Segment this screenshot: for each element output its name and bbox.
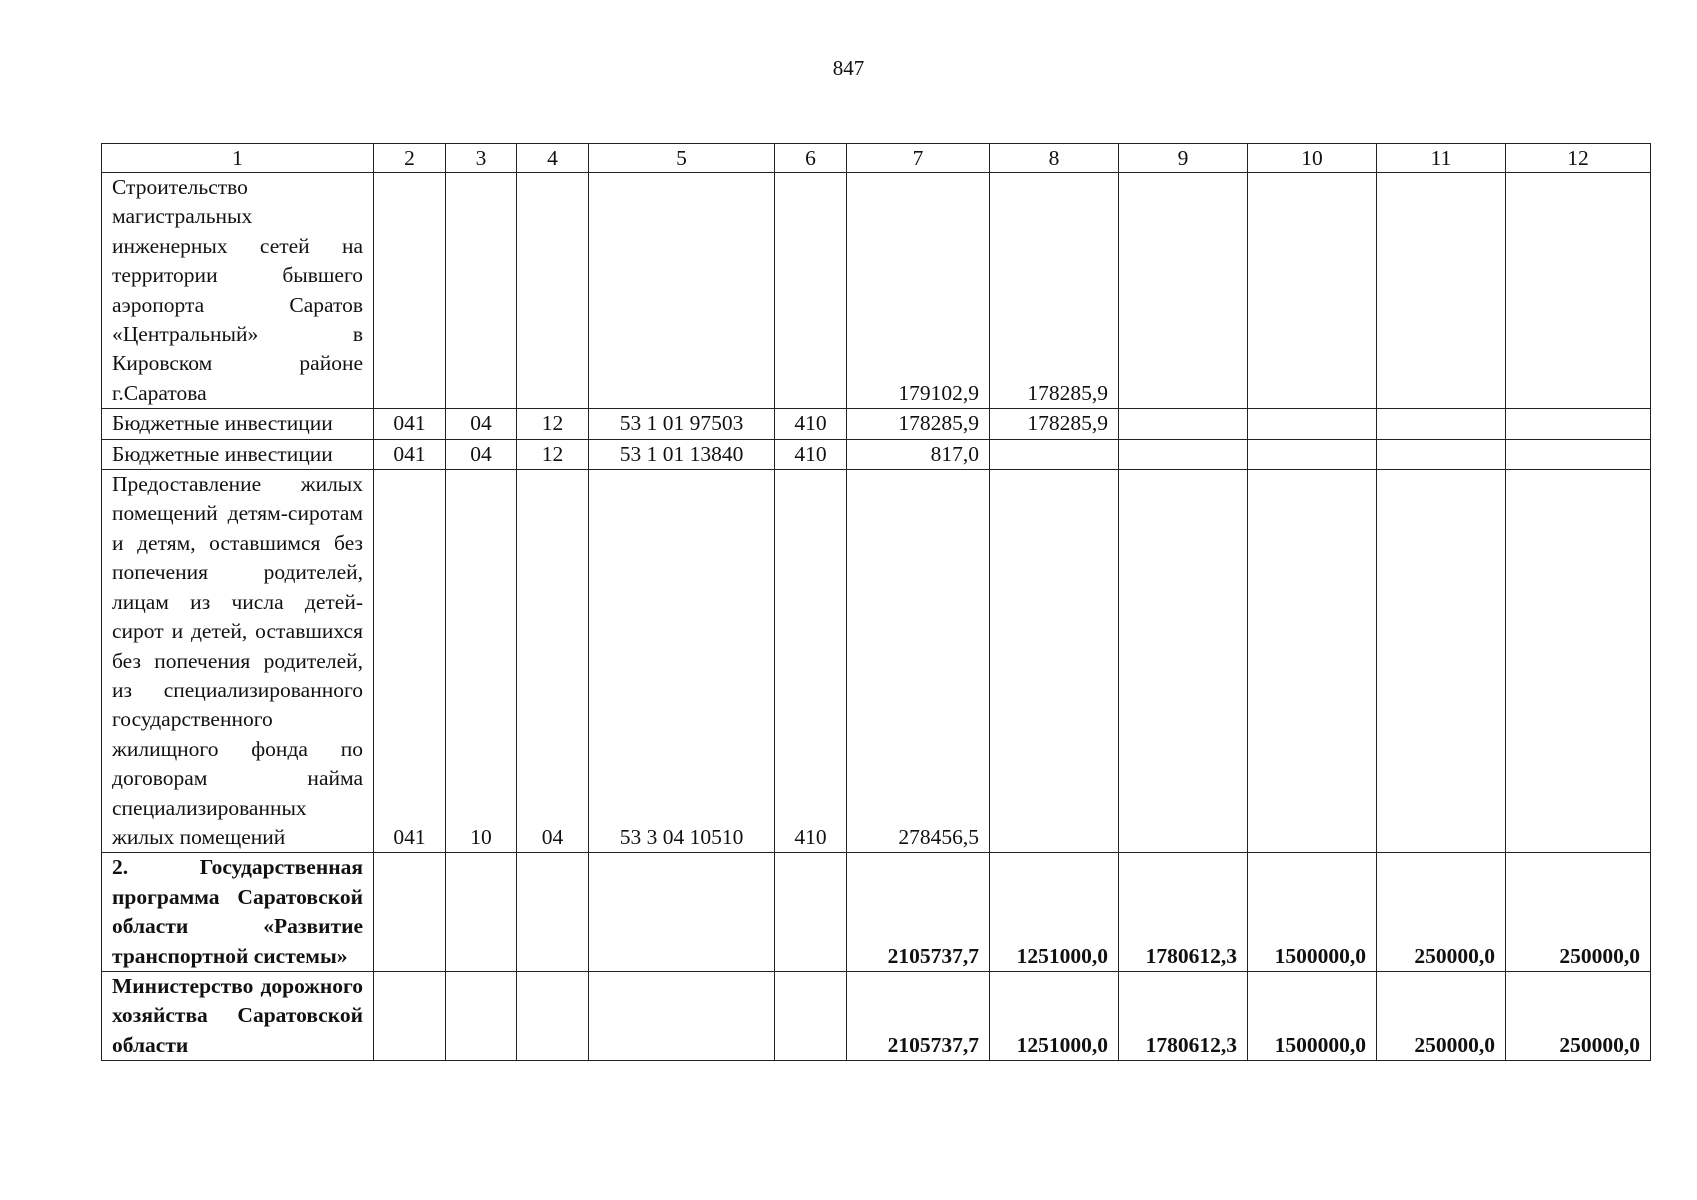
cell-value bbox=[1248, 409, 1377, 439]
column-header: 3 bbox=[446, 144, 517, 173]
cell-value bbox=[1506, 173, 1651, 409]
table-row bbox=[102, 470, 1651, 853]
row-name: Бюджетные инвестиции bbox=[102, 439, 374, 469]
header-row bbox=[102, 144, 1651, 173]
cell-value: 278456,5 bbox=[847, 470, 990, 853]
cell-value: 250000,0 bbox=[1506, 971, 1651, 1060]
page-number: 847 bbox=[832, 56, 865, 80]
cell-value bbox=[1377, 409, 1506, 439]
cell-value: 250000,0 bbox=[1377, 853, 1506, 972]
cell-expense-type: 410 bbox=[775, 470, 847, 853]
column-header: 6 bbox=[775, 144, 847, 173]
cell-value bbox=[1248, 173, 1377, 409]
cell-value bbox=[990, 470, 1119, 853]
cell-value bbox=[1119, 439, 1248, 469]
column-header: 1 bbox=[102, 144, 374, 173]
cell-section bbox=[446, 853, 517, 972]
cell-value: 250000,0 bbox=[1506, 853, 1651, 972]
cell-ministry-code: 041 bbox=[374, 409, 446, 439]
row-name: Министерство дорожного хозяйства Саратовской области bbox=[102, 971, 374, 1060]
cell-ministry-code bbox=[374, 173, 446, 409]
cell-section bbox=[446, 971, 517, 1060]
cell-section: 04 bbox=[446, 409, 517, 439]
cell-subsection bbox=[517, 853, 589, 972]
cell-expense-type: 410 bbox=[775, 439, 847, 469]
row-name: Строительство магистральных инженерных сетей на территории бывшего аэропорта Саратов «Центральный» в Кировском районе г.Саратова bbox=[102, 173, 374, 409]
cell-value bbox=[1248, 470, 1377, 853]
cell-value: 1500000,0 bbox=[1248, 971, 1377, 1060]
column-header: 12 bbox=[1506, 144, 1651, 173]
column-header: 5 bbox=[589, 144, 775, 173]
cell-value bbox=[990, 439, 1119, 469]
table-row bbox=[102, 439, 1651, 469]
cell-subsection bbox=[517, 971, 589, 1060]
cell-value bbox=[1119, 173, 1248, 409]
row-name: Бюджетные инвестиции bbox=[102, 409, 374, 439]
table-row bbox=[102, 173, 1651, 409]
cell-ministry-code: 041 bbox=[374, 470, 446, 853]
cell-expense-type bbox=[775, 173, 847, 409]
column-header: 10 bbox=[1248, 144, 1377, 173]
cell-value: 1780612,3 bbox=[1119, 971, 1248, 1060]
cell-ministry-code bbox=[374, 971, 446, 1060]
cell-expense-type: 410 bbox=[775, 409, 847, 439]
cell-target-article: 53 3 04 10510 bbox=[589, 470, 775, 853]
cell-value bbox=[1119, 409, 1248, 439]
cell-expense-type bbox=[775, 971, 847, 1060]
cell-value: 178285,9 bbox=[847, 409, 990, 439]
cell-value: 179102,9 bbox=[847, 173, 990, 409]
column-header: 4 bbox=[517, 144, 589, 173]
cell-target-article: 53 1 01 97503 bbox=[589, 409, 775, 439]
column-header: 8 bbox=[990, 144, 1119, 173]
cell-value bbox=[1377, 173, 1506, 409]
cell-section: 10 bbox=[446, 470, 517, 853]
cell-value bbox=[1506, 470, 1651, 853]
cell-ministry-code: 041 bbox=[374, 439, 446, 469]
cell-value: 2105737,7 bbox=[847, 853, 990, 972]
cell-value: 1780612,3 bbox=[1119, 853, 1248, 972]
cell-value bbox=[1377, 470, 1506, 853]
table-row bbox=[102, 971, 1651, 1060]
cell-value bbox=[1119, 470, 1248, 853]
cell-expense-type bbox=[775, 853, 847, 972]
table-row bbox=[102, 853, 1651, 972]
cell-section: 04 bbox=[446, 439, 517, 469]
cell-subsection: 12 bbox=[517, 439, 589, 469]
cell-value bbox=[1248, 439, 1377, 469]
cell-value: 178285,9 bbox=[990, 409, 1119, 439]
cell-subsection: 04 bbox=[517, 470, 589, 853]
cell-value: 1500000,0 bbox=[1248, 853, 1377, 972]
cell-value bbox=[1506, 439, 1651, 469]
cell-value bbox=[1506, 409, 1651, 439]
cell-target-article bbox=[589, 971, 775, 1060]
column-header: 2 bbox=[374, 144, 446, 173]
cell-target-article bbox=[589, 173, 775, 409]
cell-value: 1251000,0 bbox=[990, 853, 1119, 972]
cell-subsection bbox=[517, 173, 589, 409]
cell-value: 2105737,7 bbox=[847, 971, 990, 1060]
column-header: 7 bbox=[847, 144, 990, 173]
cell-value: 817,0 bbox=[847, 439, 990, 469]
table-row bbox=[102, 409, 1651, 439]
cell-value: 178285,9 bbox=[990, 173, 1119, 409]
cell-target-article bbox=[589, 853, 775, 972]
cell-section bbox=[446, 173, 517, 409]
column-header: 9 bbox=[1119, 144, 1248, 173]
row-name: 2. Государственная программа Саратовской области «Развитие транспортной системы» bbox=[102, 853, 374, 972]
cell-value: 1251000,0 bbox=[990, 971, 1119, 1060]
cell-subsection: 12 bbox=[517, 409, 589, 439]
column-header: 11 bbox=[1377, 144, 1506, 173]
budget-table bbox=[101, 143, 1651, 1061]
row-name: Предоставление жилых помещений детям-сиротам и детям, оставшимся без попечения родителей, лицам из числа детей-сирот и детей, оставшихся без попечения родителей, из специализированного государственного жилищного фонда по договорам найма специализированных жилых помещений bbox=[102, 470, 374, 853]
cell-ministry-code bbox=[374, 853, 446, 972]
cell-target-article: 53 1 01 13840 bbox=[589, 439, 775, 469]
cell-value bbox=[1377, 439, 1506, 469]
cell-value: 250000,0 bbox=[1377, 971, 1506, 1060]
